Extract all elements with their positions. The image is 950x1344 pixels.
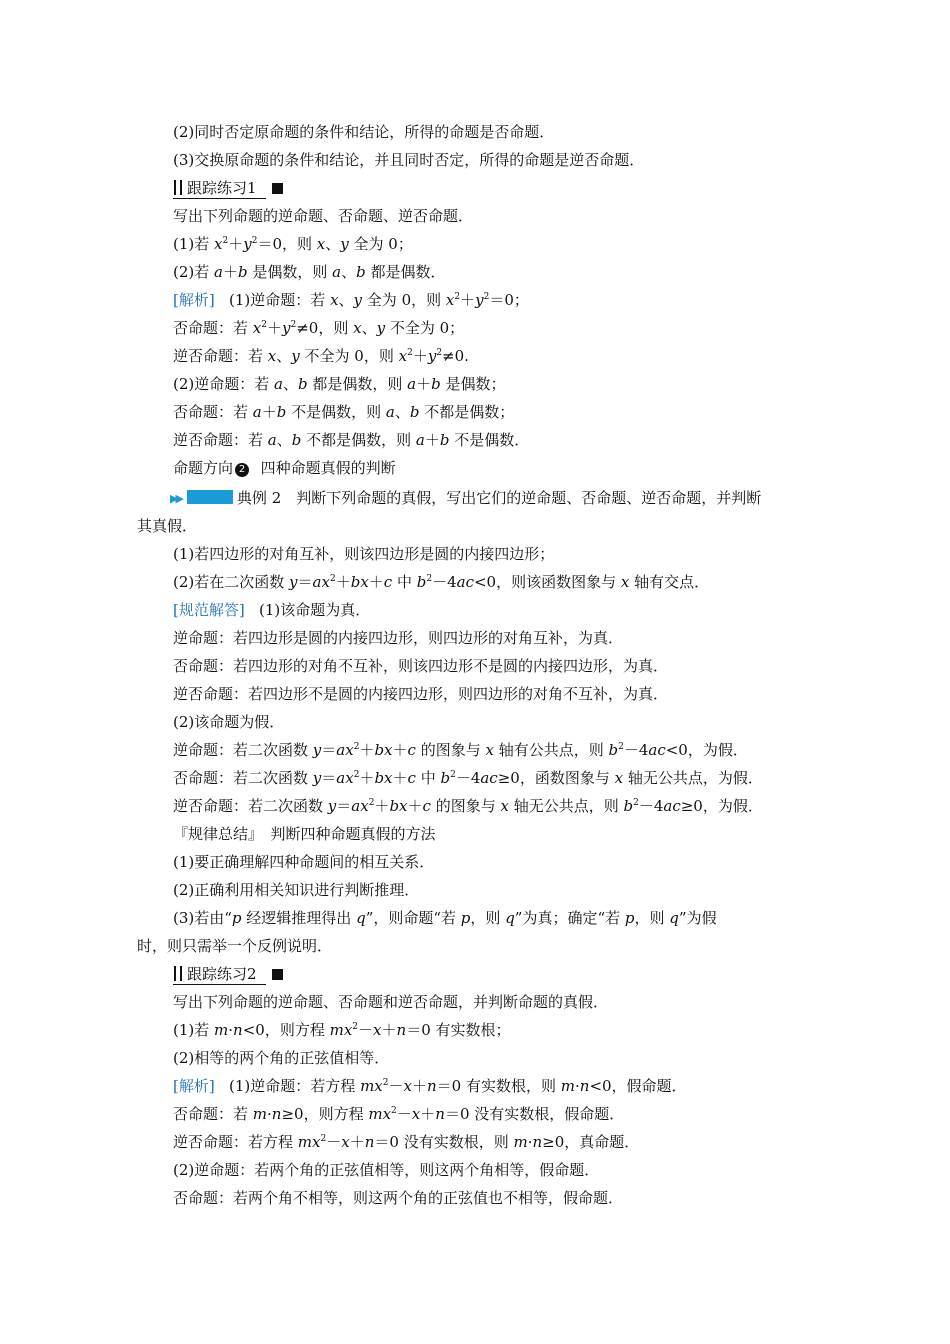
black-square-icon bbox=[272, 183, 283, 194]
text-line: (2)同时否定原命题的条件和结论，所得的命题是否命题． bbox=[173, 123, 555, 141]
practice-1-title-wrap bbox=[173, 179, 266, 199]
text-line: 其真假． bbox=[137, 517, 198, 535]
text-line: [解析] (1)逆命题：若 x、y 全为 0，则 $x^2+y^2=0$； bbox=[173, 291, 529, 309]
text-line: 写出下列命题的逆命题、否命题、逆否命题． bbox=[173, 207, 474, 225]
practice-2-title: 跟踪练习2 bbox=[187, 965, 257, 983]
text-line: 否命题：若 m·n≥0，则方程 $mx^2-x+n=0$ 没有实数根，假命题． bbox=[173, 1105, 625, 1123]
text-line: (2)若在二次函数 $y=ax^2+bx+c$ 中 $b^2-4ac<0$，则该函数图象与 x 轴有交点． bbox=[173, 573, 710, 591]
double-bar-icon bbox=[173, 180, 184, 195]
section-heading: 命题方向 2 四种命题真假的判断 bbox=[173, 459, 396, 477]
text-line: (1)要正确理解四种命题间的相互关系． bbox=[173, 853, 435, 871]
text-line: (2)正确利用相关知识进行判断推理． bbox=[173, 881, 420, 899]
text-line: 逆否命题：若 x、y 不全为 0，则 $x^2+y^2\ne 0$. bbox=[173, 347, 469, 365]
text-line: 写出下列命题的逆命题、否命题和逆否命题，并判断命题的真假． bbox=[173, 993, 609, 1011]
rule-summary-title: 『规律总结』 判断四种命题真假的方法 bbox=[173, 825, 436, 843]
text-line: (3)若由“p 经逻辑推理得出 q”，则命题“若 p，则 q”为真；确定“若 p，则 q”为假 bbox=[173, 909, 717, 927]
double-bar-icon bbox=[173, 966, 184, 981]
practice-1-header bbox=[173, 178, 283, 198]
text-line: (1)若四边形的对角互补，则该四边形是圆的内接四边形； bbox=[173, 545, 555, 563]
text-line: (1)若 m·n<0，则方程 $mx^2-x+n=0$ 有实数根； bbox=[173, 1021, 511, 1039]
text-line: (2)相等的两个角的正弦值相等． bbox=[173, 1049, 390, 1067]
example-2-line: ▶▶ 典例 2 判断下列命题的真假，写出它们的逆命题、否命题、逆否命题，并判断 bbox=[170, 489, 762, 507]
solution-label: [规范解答] bbox=[173, 601, 245, 619]
practice-2-header bbox=[173, 964, 283, 984]
practice-2-title-wrap bbox=[173, 965, 266, 985]
text-line: 逆否命题：若方程 $mx^2-x+n=0$ 没有实数根，则 m·n≥0，真命题． bbox=[173, 1133, 640, 1151]
text-line: 否命题：若 $x^2+y^2\ne 0$，则 x、y 不全为 0； bbox=[173, 319, 465, 337]
text-line: 逆否命题：若四边形不是圆的内接四边形，则四边形的对角不互补，为真． bbox=[173, 685, 669, 703]
text-line: 逆命题：若二次函数 $y=ax^2+bx+c$ 的图象与 x 轴有公共点，则 $b^2-4ac<0$，为假． bbox=[173, 741, 748, 759]
text-line: (3)交换原命题的条件和结论，并且同时否定，所得的命题是逆否命题． bbox=[173, 151, 645, 169]
text-line: 逆命题：若四边形是圆的内接四边形，则四边形的对角互补，为真． bbox=[173, 629, 624, 647]
double-arrow-icon: ▶▶ bbox=[170, 492, 181, 505]
text-line: [解析] (1)逆命题：若方程 $mx^2-x+n=0$ 有实数根，则 m·n<0，假命题． bbox=[173, 1077, 687, 1095]
text-line: (2)该命题为假． bbox=[173, 713, 285, 731]
number-circle-icon: 2 bbox=[235, 463, 249, 477]
text-line: 否命题：若二次函数 $y=ax^2+bx+c$ 中 $b^2-4ac\ge 0$，函数图象与 x 轴无公共点，为假． bbox=[173, 769, 763, 787]
text-line: [规范解答] (1)该命题为真． bbox=[173, 601, 371, 619]
practice-1-title: 跟踪练习1 bbox=[187, 179, 257, 197]
text-line: 时，则只需举一个反例说明． bbox=[137, 937, 333, 955]
blue-tag-box bbox=[187, 490, 233, 504]
text-line: (2)逆命题：若 a、b 都是偶数，则 a＋b 是偶数； bbox=[173, 375, 506, 393]
analysis-label: [解析] bbox=[173, 291, 215, 309]
text-line: 逆否命题：若二次函数 $y=ax^2+bx+c$ 的图象与 x 轴无公共点，则 $b^2-4ac\ge 0$，为假． bbox=[173, 797, 763, 815]
black-square-icon bbox=[272, 969, 283, 980]
text-line: (2)逆命题：若两个角的正弦值相等，则这两个角相等，假命题． bbox=[173, 1161, 600, 1179]
analysis-label: [解析] bbox=[173, 1077, 215, 1095]
text-line: 否命题：若两个角不相等，则这两个角的正弦值也不相等，假命题． bbox=[173, 1189, 624, 1207]
text-line: 否命题：若四边形的对角不互补，则该四边形不是圆的内接四边形，为真． bbox=[173, 657, 669, 675]
text-line: (1)若 $x^2+y^2=0$，则 x、y 全为 0； bbox=[173, 235, 413, 253]
text-line: 否命题：若 a＋b 不是偶数，则 a、b 不都是偶数； bbox=[173, 403, 515, 421]
text-line: (2)若 a＋b 是偶数，则 a、b 都是偶数． bbox=[173, 263, 446, 281]
text-line: 逆否命题：若 a、b 不都是偶数，则 a＋b 不是偶数． bbox=[173, 431, 530, 449]
